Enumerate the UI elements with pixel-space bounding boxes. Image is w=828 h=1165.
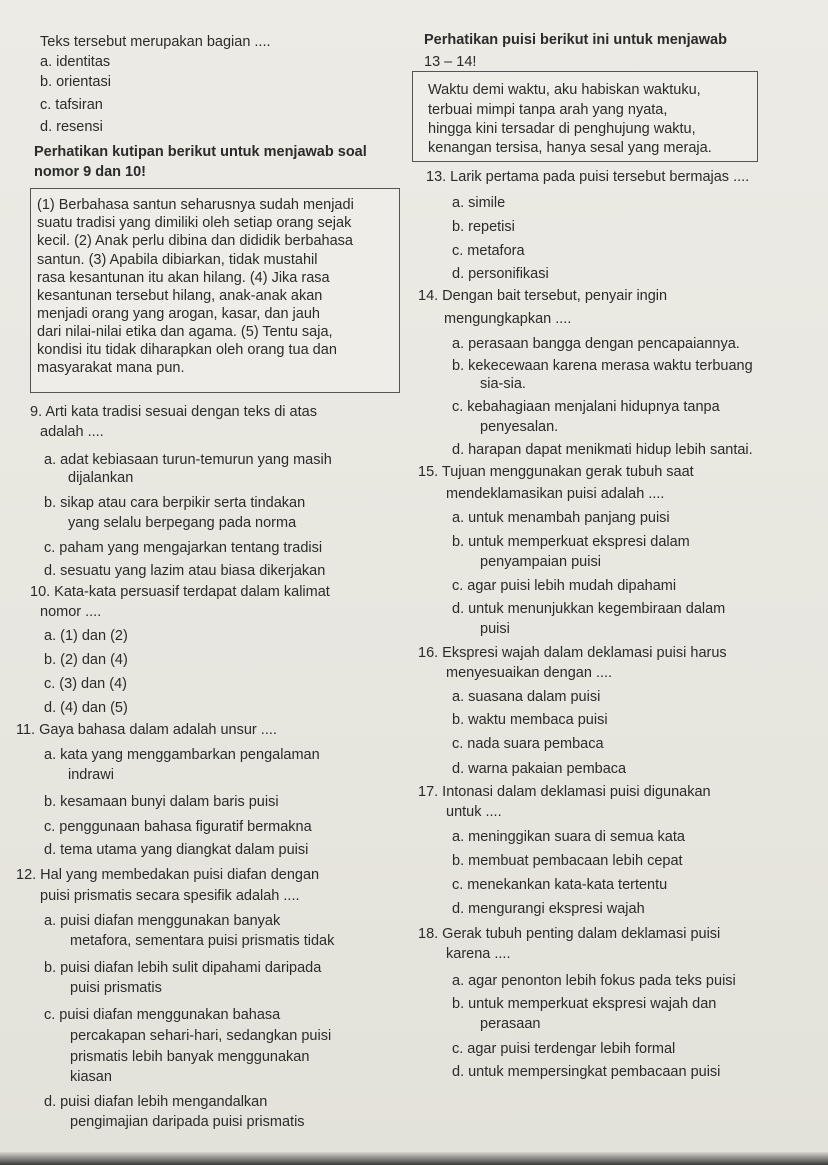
q12-stem-cont: puisi prismatis secara spesifik adalah .... (40, 888, 300, 904)
q9-option-c: c. paham yang mengajarkan tentang tradisi (44, 540, 323, 556)
q10-option-a: a. (1) dan (2) (44, 628, 128, 644)
q11-option-c: c. penggunaan bahasa figuratif bermakna (44, 819, 312, 835)
option-a: a. identitas (40, 54, 111, 70)
q18-option-d: d. untuk mempersingkat pembacaan puisi (452, 1064, 721, 1080)
q18-stem: 18. Gerak tubuh penting dalam deklamasi puisi (418, 926, 721, 942)
option-b: b. orientasi (40, 74, 111, 90)
q10-option-b: b. (2) dan (4) (44, 652, 128, 668)
poem-line: hingga kini tersadar di penghujung waktu, (428, 121, 696, 137)
q13-option-a: a. simile (452, 195, 506, 211)
q9-option-b-cont: yang selalu berpegang pada norma (68, 515, 297, 531)
q15-option-d-cont: puisi (480, 621, 510, 637)
q13-option-b: b. repetisi (452, 219, 515, 235)
q10-option-c: c. (3) dan (4) (44, 676, 127, 692)
q14-option-d: d. harapan dapat menikmati hidup lebih santai. (452, 442, 753, 458)
q17-stem-cont: untuk .... (446, 804, 502, 820)
q13-stem: 13. Larik pertama pada puisi tersebut bermajas .... (426, 169, 750, 185)
passage-line: suatu tradisi yang dimiliki oleh setiap orang sejak (37, 215, 352, 231)
q15-option-c: c. agar puisi lebih mudah dipahami (452, 578, 677, 594)
q18-stem-cont: karena .... (446, 946, 511, 962)
q12-option-d: d. puisi diafan lebih mengandalkan (44, 1094, 268, 1110)
passage-line: (1) Berbahasa santun seharusnya sudah menjadi (37, 197, 354, 213)
q17-option-b: b. membuat pembacaan lebih cepat (452, 853, 683, 869)
q14-option-b: b. kekecewaan karena merasa waktu terbuang (452, 358, 753, 374)
passage-line: kondisi itu tidak diharapkan oleh orang tua dan (37, 342, 337, 358)
q16-option-c: c. nada suara pembaca (452, 736, 604, 752)
q16-option-a: a. suasana dalam puisi (452, 689, 601, 705)
q14-option-c-cont: penyesalan. (480, 419, 559, 435)
q12-option-c-cont: kiasan (70, 1069, 112, 1085)
q18-option-c: c. agar puisi terdengar lebih formal (452, 1041, 676, 1057)
q11-option-d: d. tema utama yang diangkat dalam puisi (44, 842, 309, 858)
top-question: Teks tersebut merupakan bagian .... (40, 34, 271, 50)
passage-line: kesantunan tersebut hilang, anak-anak akan (37, 288, 323, 304)
option-c: c. tafsiran (40, 97, 103, 113)
q17-stem: 17. Intonasi dalam deklamasi puisi digunakan (418, 784, 711, 800)
q12-stem: 12. Hal yang membedakan puisi diafan dengan (16, 867, 320, 883)
q14-option-c: c. kebahagiaan menjalani hidupnya tanpa (452, 399, 720, 415)
poem-line: terbuai mimpi tanpa arah yang nyata, (428, 102, 668, 118)
q12-option-c-cont: percakapan sehari-hari, sedangkan puisi (70, 1028, 332, 1044)
q14-option-a: a. perasaan bangga dengan pencapaiannya. (452, 336, 740, 352)
q14-stem: 14. Dengan bait tersebut, penyair ingin (418, 288, 668, 304)
q12-option-d-cont: pengimajian daripada puisi prismatis (70, 1114, 305, 1130)
q11-option-a: a. kata yang menggambarkan pengalaman (44, 747, 320, 763)
q12-option-b-cont: puisi prismatis (70, 980, 162, 996)
q12-option-c-cont: prismatis lebih banyak menggunakan (70, 1049, 310, 1065)
q15-option-a: a. untuk menambah panjang puisi (452, 510, 670, 526)
q14-stem-cont: mengungkapkan .... (444, 311, 572, 327)
passage-line: dari nilai-nilai etika dan agama. (5) Tentu saja, (37, 324, 333, 340)
q15-option-b: b. untuk memperkuat ekspresi dalam (452, 534, 690, 550)
q12-option-c: c. puisi diafan menggunakan bahasa (44, 1007, 281, 1023)
q16-stem-cont: menyesuaikan dengan .... (446, 665, 613, 681)
q9-stem-cont: adalah .... (40, 424, 104, 440)
q17-option-a: a. meninggikan suara di semua kata (452, 829, 685, 845)
passage-line: masyarakat mana pun. (37, 360, 185, 376)
q16-option-d: d. warna pakaian pembaca (452, 761, 627, 777)
q17-option-d: d. mengurangi ekspresi wajah (452, 901, 645, 917)
instruction-13-14-l2: 13 – 14! (424, 54, 477, 70)
passage-line: rasa kesantunan itu akan hilang. (4) Jika rasa (37, 270, 330, 286)
q18-option-b: b. untuk memperkuat ekspresi wajah dan (452, 996, 717, 1012)
instruction-13-14-l1: Perhatikan puisi berikut ini untuk menjawab (424, 32, 727, 48)
q12-option-b: b. puisi diafan lebih sulit dipahami daripada (44, 960, 322, 976)
q9-option-a-cont: dijalankan (68, 470, 134, 486)
q11-option-a-cont: indrawi (68, 767, 114, 783)
q15-stem: 15. Tujuan menggunakan gerak tubuh saat (418, 464, 694, 480)
passage-line: menjadi orang yang arogan, kasar, dan jauh (37, 306, 320, 322)
q12-option-a: a. puisi diafan menggunakan banyak (44, 913, 281, 929)
q17-option-c: c. menekankan kata-kata tertentu (452, 877, 668, 893)
q15-option-b-cont: penyampaian puisi (480, 554, 601, 570)
q13-option-d: d. personifikasi (452, 266, 549, 282)
q9-option-a: a. adat kebiasaan turun-temurun yang masih (44, 452, 332, 468)
q11-stem: 11. Gaya bahasa dalam adalah unsur .... (16, 722, 277, 738)
option-d: d. resensi (40, 119, 103, 135)
q10-stem-cont: nomor .... (40, 604, 102, 620)
q9-option-d: d. sesuatu yang lazim atau biasa dikerjakan (44, 563, 326, 579)
q13-option-c: c. metafora (452, 243, 525, 259)
passage-line: kecil. (2) Anak perlu dibina dan dididik berbahasa (37, 233, 353, 249)
poem-line: Waktu demi waktu, aku habiskan waktuku, (428, 82, 701, 98)
passage-line: santun. (3) Apabila dibiarkan, tidak mustahil (37, 252, 318, 268)
q14-option-b-cont: sia-sia. (480, 376, 526, 392)
poem-line: kenangan tersisa, hanya sesal yang meraja. (428, 140, 712, 156)
instruction-9-10-l2: nomor 9 dan 10! (34, 164, 146, 180)
q18-option-a: a. agar penonton lebih fokus pada teks puisi (452, 973, 736, 989)
instruction-9-10-l1: Perhatikan kutipan berikut untuk menjawab soal (34, 144, 367, 160)
q10-stem: 10. Kata-kata persuasif terdapat dalam kalimat (30, 584, 330, 600)
q15-stem-cont: mendeklamasikan puisi adalah .... (446, 486, 665, 502)
q16-option-b: b. waktu membaca puisi (452, 712, 608, 728)
q11-option-b: b. kesamaan bunyi dalam baris puisi (44, 794, 279, 810)
q9-option-b: b. sikap atau cara berpikir serta tindakan (44, 495, 306, 511)
page-bottom-edge (0, 1152, 828, 1165)
q10-option-d: d. (4) dan (5) (44, 700, 128, 716)
q12-option-a-cont: metafora, sementara puisi prismatis tidak (70, 933, 335, 949)
q18-option-b-cont: perasaan (480, 1016, 541, 1032)
q15-option-d: d. untuk menunjukkan kegembiraan dalam (452, 601, 726, 617)
q9-stem: 9. Arti kata tradisi sesuai dengan teks di atas (30, 404, 317, 420)
q16-stem: 16. Ekspresi wajah dalam deklamasi puisi harus (418, 645, 727, 661)
